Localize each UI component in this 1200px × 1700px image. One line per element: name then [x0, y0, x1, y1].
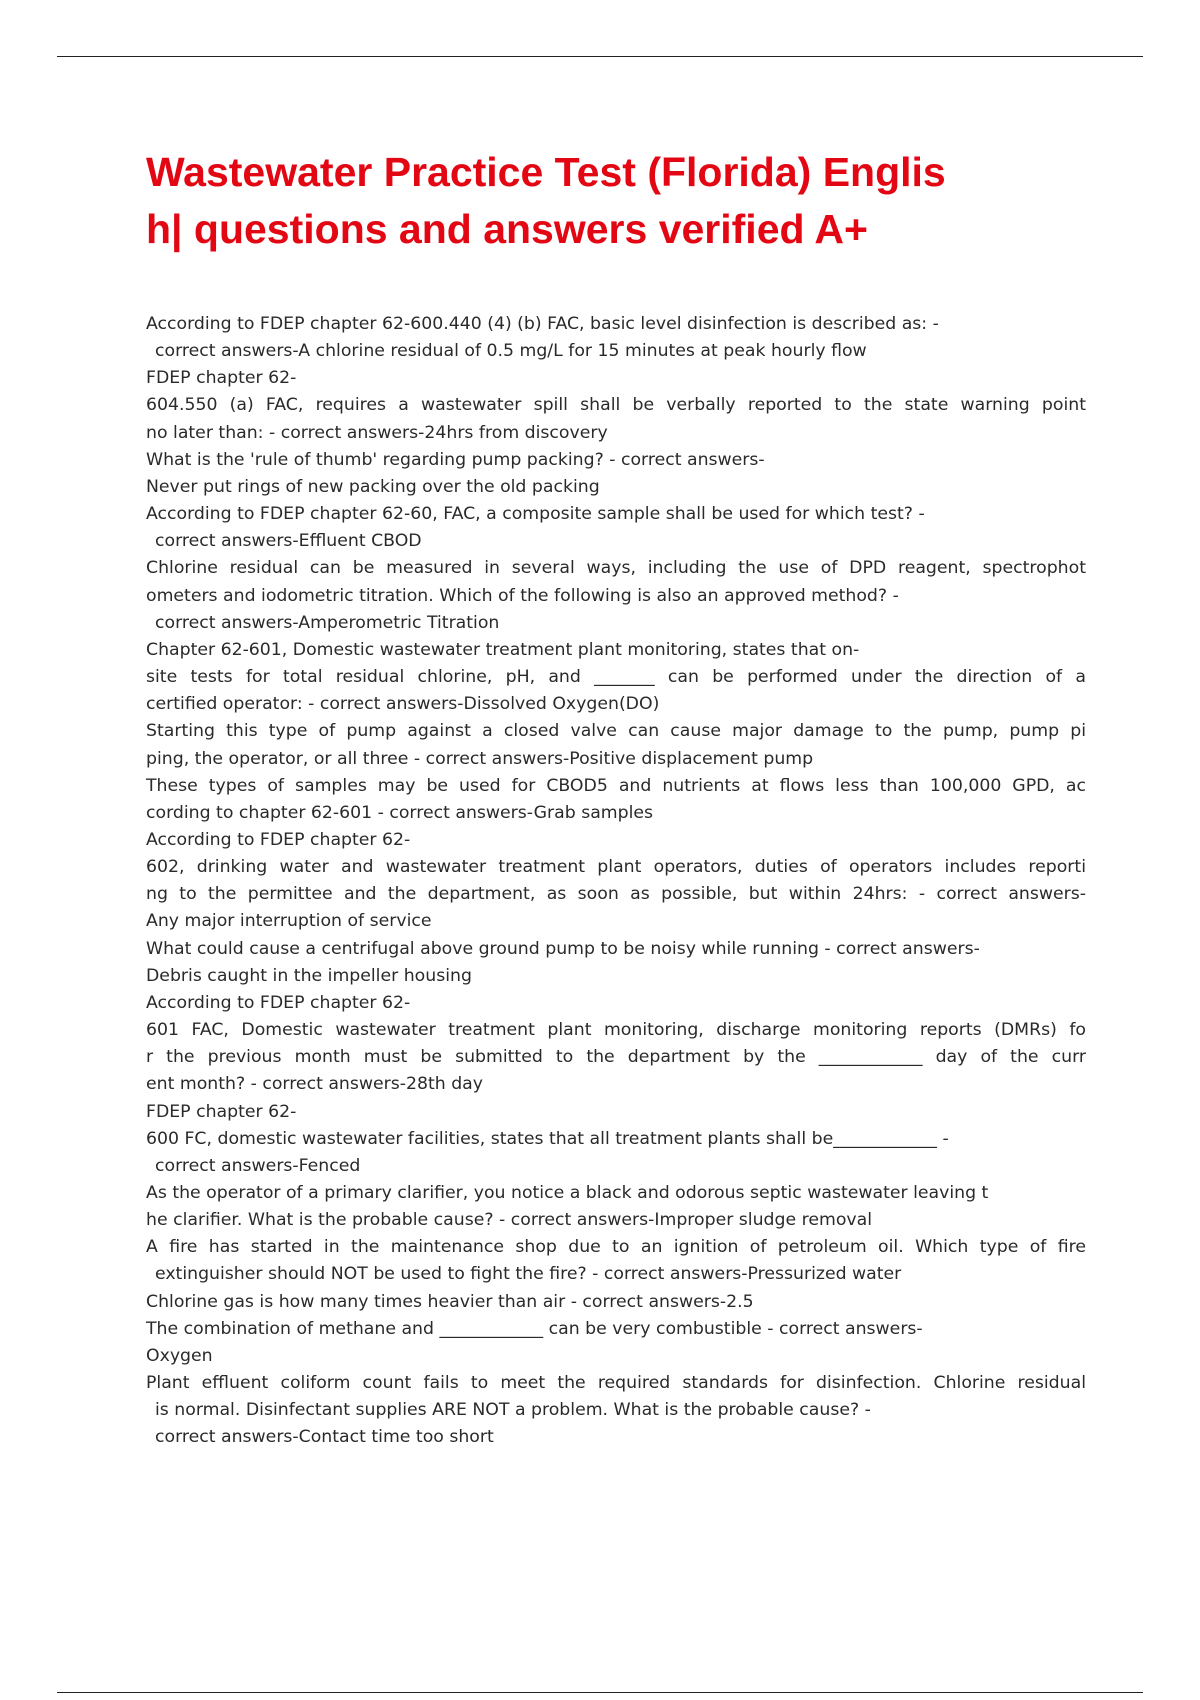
text-line: Chlorine gas is how many times heavier than air - correct answers-2.5: [146, 1291, 754, 1312]
text-line: r the previous month must be submitted to the department by the ____________ day of the curr: [146, 1047, 1086, 1068]
text-line: 604.550 (a) FAC, requires a wastewater spill shall be verbally reported to the state warning point: [146, 395, 1086, 416]
text-line: Never put rings of new packing over the old packing: [146, 476, 600, 497]
document-title: [146, 144, 1086, 258]
text-line: These types of samples may be used for CBOD5 and nutrients at flows less than 100,000 GPD, ac: [146, 775, 1086, 796]
text-line: ent month? - correct answers-28th day: [146, 1074, 483, 1095]
document-title-line: Wastewater Practice Test (Florida) Englis: [146, 149, 946, 195]
text-line: no later than: - correct answers-24hrs from discovery: [146, 422, 608, 443]
text-line: Debris caught in the impeller housing: [146, 965, 472, 986]
text-line: The combination of methane and ____________ can be very combustible - correct answers-: [146, 1318, 923, 1339]
text-line: As the operator of a primary clarifier, you notice a black and odorous septic wastewater leaving t: [146, 1183, 989, 1203]
text-line: ng to the permittee and the department, as soon as possible, but within 24hrs: - correct answers-: [146, 884, 1086, 905]
text-line: correct answers-Amperometric Titration: [155, 612, 500, 633]
text-line: certified operator: - correct answers-Dissolved Oxygen(DO): [146, 694, 660, 715]
text-line: FDEP chapter 62-: [146, 1101, 297, 1122]
text-line: correct answers-Contact time too short: [155, 1427, 494, 1448]
question-answer-list: [146, 311, 1086, 1452]
text-line: ometers and iodometric titration. Which of the following is also an approved method? -: [146, 585, 899, 606]
text-line: Chapter 62-601, Domestic wastewater treatment plant monitoring, states that on-: [146, 639, 860, 660]
text-line: According to FDEP chapter 62-60, FAC, a composite sample shall be used for which test? -: [146, 504, 925, 525]
text-line: According to FDEP chapter 62-600.440 (4) (b) FAC, basic level disinfection is described as: -: [146, 314, 939, 334]
text-line: According to FDEP chapter 62-: [146, 992, 411, 1013]
text-line: 602, drinking water and wastewater treatment plant operators, duties of operators includes reporti: [146, 857, 1086, 878]
text-line: is normal. Disinfectant supplies ARE NOT a problem. What is the probable cause? -: [155, 1400, 871, 1421]
text-line: 601 FAC, Domestic wastewater treatment plant monitoring, discharge monitoring reports (DMRs) fo: [146, 1020, 1086, 1041]
document-title-line: h| questions and answers verified A+: [146, 206, 868, 252]
text-line: What could cause a centrifugal above ground pump to be noisy while running - correct answers-: [146, 938, 980, 959]
text-line: Chlorine residual can be measured in several ways, including the use of DPD reagent, spectrophot: [146, 558, 1086, 579]
text-line: ping, the operator, or all three - correct answers-Positive displacement pump: [146, 748, 814, 769]
text-line: According to FDEP chapter 62-: [146, 829, 411, 850]
text-line: A fire has started in the maintenance shop due to an ignition of petroleum oil. Which type of fire: [146, 1237, 1086, 1258]
text-line: correct answers-Effluent CBOD: [155, 531, 422, 552]
text-line: he clarifier. What is the probable cause? - correct answers-Improper sludge removal: [146, 1210, 873, 1231]
text-line: 600 FC, domestic wastewater facilities, states that all treatment plants shall be____________ -: [146, 1128, 949, 1149]
text-line: cording to chapter 62-601 - correct answers-Grab samples: [146, 802, 654, 823]
text-line: FDEP chapter 62-: [146, 368, 297, 389]
text-line: Oxygen: [146, 1345, 213, 1366]
footer-rule: [57, 1692, 1143, 1693]
text-line: What is the 'rule of thumb' regarding pump packing? - correct answers-: [146, 449, 765, 470]
text-line: Starting this type of pump against a closed valve can cause major damage to the pump, pump pi: [146, 721, 1086, 742]
text-line: Plant effluent coliform count fails to meet the required standards for disinfection. Chlorine residual: [146, 1373, 1086, 1394]
header-rule: [57, 56, 1143, 57]
text-line: site tests for total residual chlorine, pH, and _______ can be performed under the direction of a: [146, 667, 1086, 688]
text-line: Any major interruption of service: [146, 911, 432, 932]
text-line: correct answers-Fenced: [155, 1155, 361, 1176]
text-line: correct answers-A chlorine residual of 0.5 mg/L for 15 minutes at peak hourly flow: [155, 341, 867, 362]
text-line: extinguisher should NOT be used to fight the fire? - correct answers-Pressurized water: [155, 1264, 902, 1285]
